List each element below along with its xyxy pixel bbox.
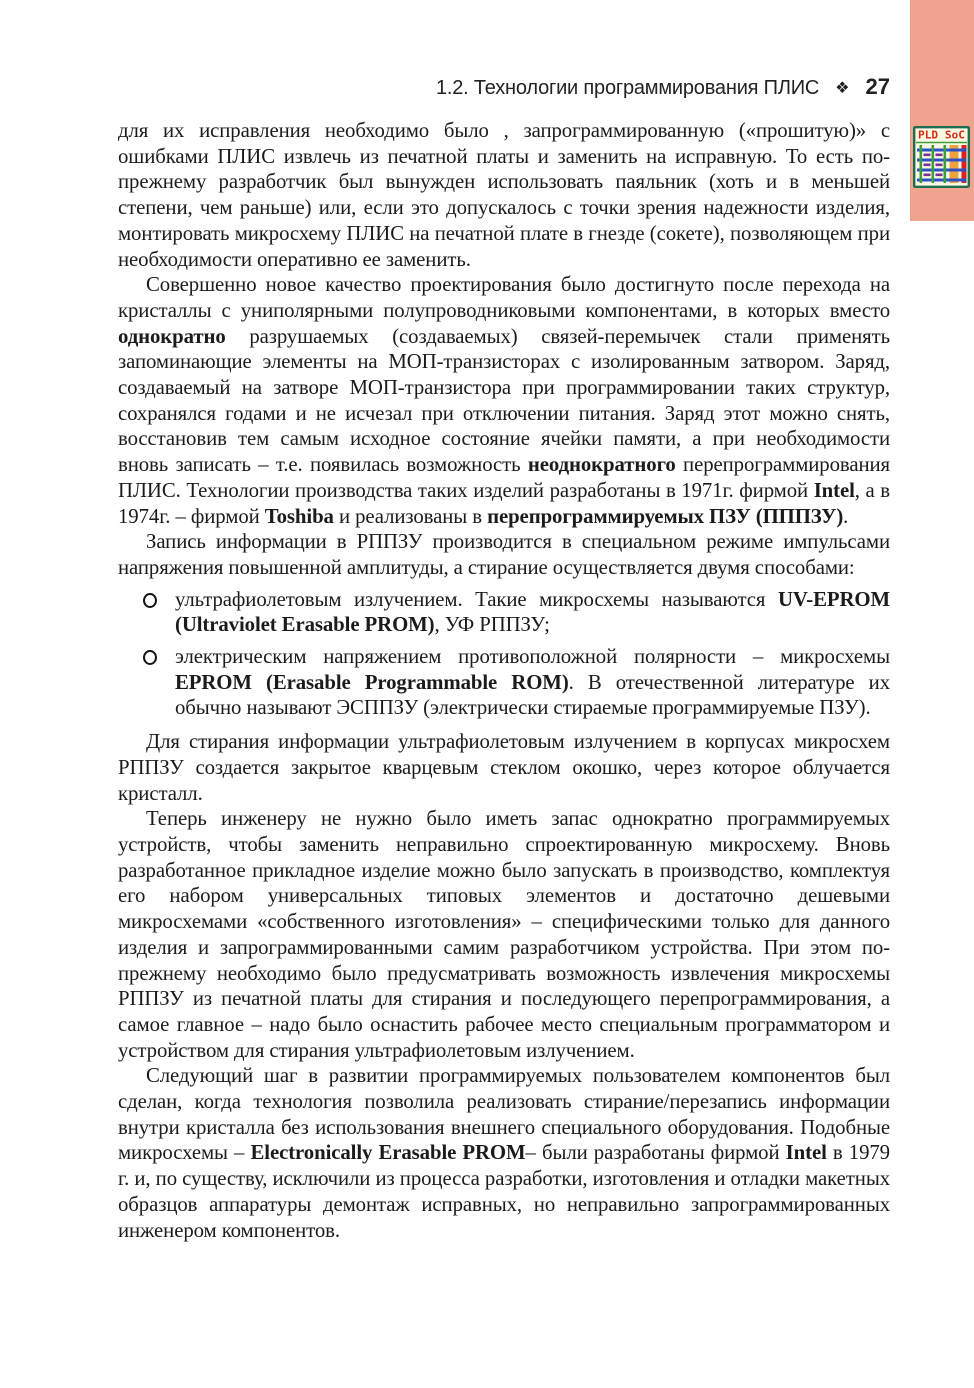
body-text-run: разрушаемых (создаваемых) связей-перемычек стали применять запоминающие элементы на МОП-транзисторах с изолированным затвором. Заряд, создаваемый на затворе МОП-транзистора при программировании таких структур, сохранялся годами и не исчезал при отключении питания. Заряд этот можно снять, восстановив тем самым исходное состояние ячейки памяти, а при необходимости вновь записать – т.е. появилась возможность — [118, 324, 890, 477]
emphasis-text: однократно — [118, 324, 226, 348]
running-header — [118, 74, 890, 100]
emphasis-text: UV-EPROM (Ultraviolet Erasable PROM) — [175, 587, 890, 637]
emphasis-text: перепрограммируемых ПЗУ (ПППЗУ) — [487, 504, 844, 528]
svg-text:PLD SoC: PLD SoC — [918, 129, 965, 142]
list-item — [118, 644, 890, 721]
body-text-run: . — [843, 504, 849, 528]
list-item — [118, 587, 890, 638]
body-text-run: Теперь инженеру не нужно было иметь запас однократно программируемых устройств, чтобы заменить неправильно спроектированную микросхему. Вновь разработанное прикладное изделие можно было запускать в производство, комплектуя его набором универсальных типовых элементов и достаточно дешевыми микросхемами «собственного изготовления» – специфическими только для данного изделия и запрограммированными самим разработчиком устройства. При этом по-прежнему необходимо было предусматривать возможность извлечения микросхемы РППЗУ из печатной платы для стирания и последующего перепрограммирования, а самое главное – надо было оснастить рабочее место специальным программатором и устройством для стирания ультрафиолетовым излучением. — [118, 807, 890, 1062]
body-text-run: в 1979 г. и, по существу, исключили из процесса разработки, изготовления и отладки макетных образцов аппаратуры демонтаж исправных, но неправильно запрограммированных инженером компонентов. — [118, 1141, 890, 1242]
section-title: 1.2. Технологии программирования ПЛИС — [435, 77, 820, 99]
emphasis-text: неоднократного — [527, 453, 676, 477]
page-body — [118, 118, 890, 1243]
body-text-run: перепрограммирования ПЛИС. Технологии производства таких изделий разработаны в 1971г. фирмой — [118, 453, 890, 502]
diamond-separator-icon: ❖ — [835, 78, 850, 97]
paragraph — [118, 1063, 890, 1243]
emphasis-text: Toshiba — [264, 504, 334, 528]
page-number: 27 — [865, 74, 890, 99]
pld-soc-icon — [913, 126, 970, 188]
body-text-run: – были разработаны фирмой — [525, 1141, 786, 1165]
paragraph — [118, 118, 890, 272]
body-text-run: Для стирания информации ультрафиолетовым излучением в корпусах микросхем РППЗУ создается закрытое кварцевым стеклом окошко, через которое облучается кристалл. — [118, 730, 890, 805]
emphasis-text: Electronically Erasable PROM — [250, 1141, 526, 1165]
paragraph — [118, 272, 890, 529]
body-text-run: и реализованы в — [333, 504, 488, 528]
paragraph — [118, 806, 890, 1063]
body-text-run: ультрафиолетовым излучением. Такие микросхемы называются — [175, 587, 778, 611]
body-text-run: электрическим напряжением противоположной полярности – микросхемы — [175, 645, 890, 669]
chapter-edge-strip — [910, 0, 974, 221]
paragraph — [118, 529, 890, 580]
emphasis-text: Intel — [813, 478, 855, 502]
body-text-run: Совершенно новое качество проектирования было достигнуто после перехода на кристаллы с униполярными полупроводниковыми компонентами, в которых вместо — [118, 273, 890, 322]
body-text-run: для их исправления необходимо было , запрограммированную («прошитую)» с ошибками ПЛИС извлечь из печатной платы и заменить на исправную. То есть по-прежнему разработчик был вынужден использовать паяльник (хоть и в меньшей степени, чем раньше) или, если это допускалось с точки зрения надежности изделия, монтировать микросхему ПЛИС на печатной плате в гнезде (сокете), позволяющем при необходимости оперативно ее заменить. — [118, 119, 890, 271]
bullet-circle-icon — [143, 650, 157, 665]
bullet-circle-icon — [143, 593, 157, 608]
emphasis-text: EPROM (Erasable Programmable ROM) — [175, 670, 569, 694]
body-text-run: Запись информации в РППЗУ производится в специальном режиме импульсами напряжения повышенной амплитуды, а стирание осуществляется двумя способами: — [118, 530, 890, 579]
body-text-run: Следующий шаг в развитии программируемых пользователем компонентов был сделан, когда технология позволила реализовать стирание/перезапись информации внутри кристалла без использования внешнего специального оборудования. Подобные микросхемы – — [118, 1064, 890, 1165]
body-text-run: . В отечественной литературе их обычно называют ЭСППЗУ (электрически стираемые программируемые ПЗУ). — [175, 670, 890, 720]
paragraph — [118, 729, 890, 806]
body-text-run: , а в 1974г. – фирмой — [118, 478, 890, 528]
emphasis-text: Intel — [785, 1141, 827, 1165]
body-text-run: , УФ РППЗУ; — [434, 613, 550, 637]
